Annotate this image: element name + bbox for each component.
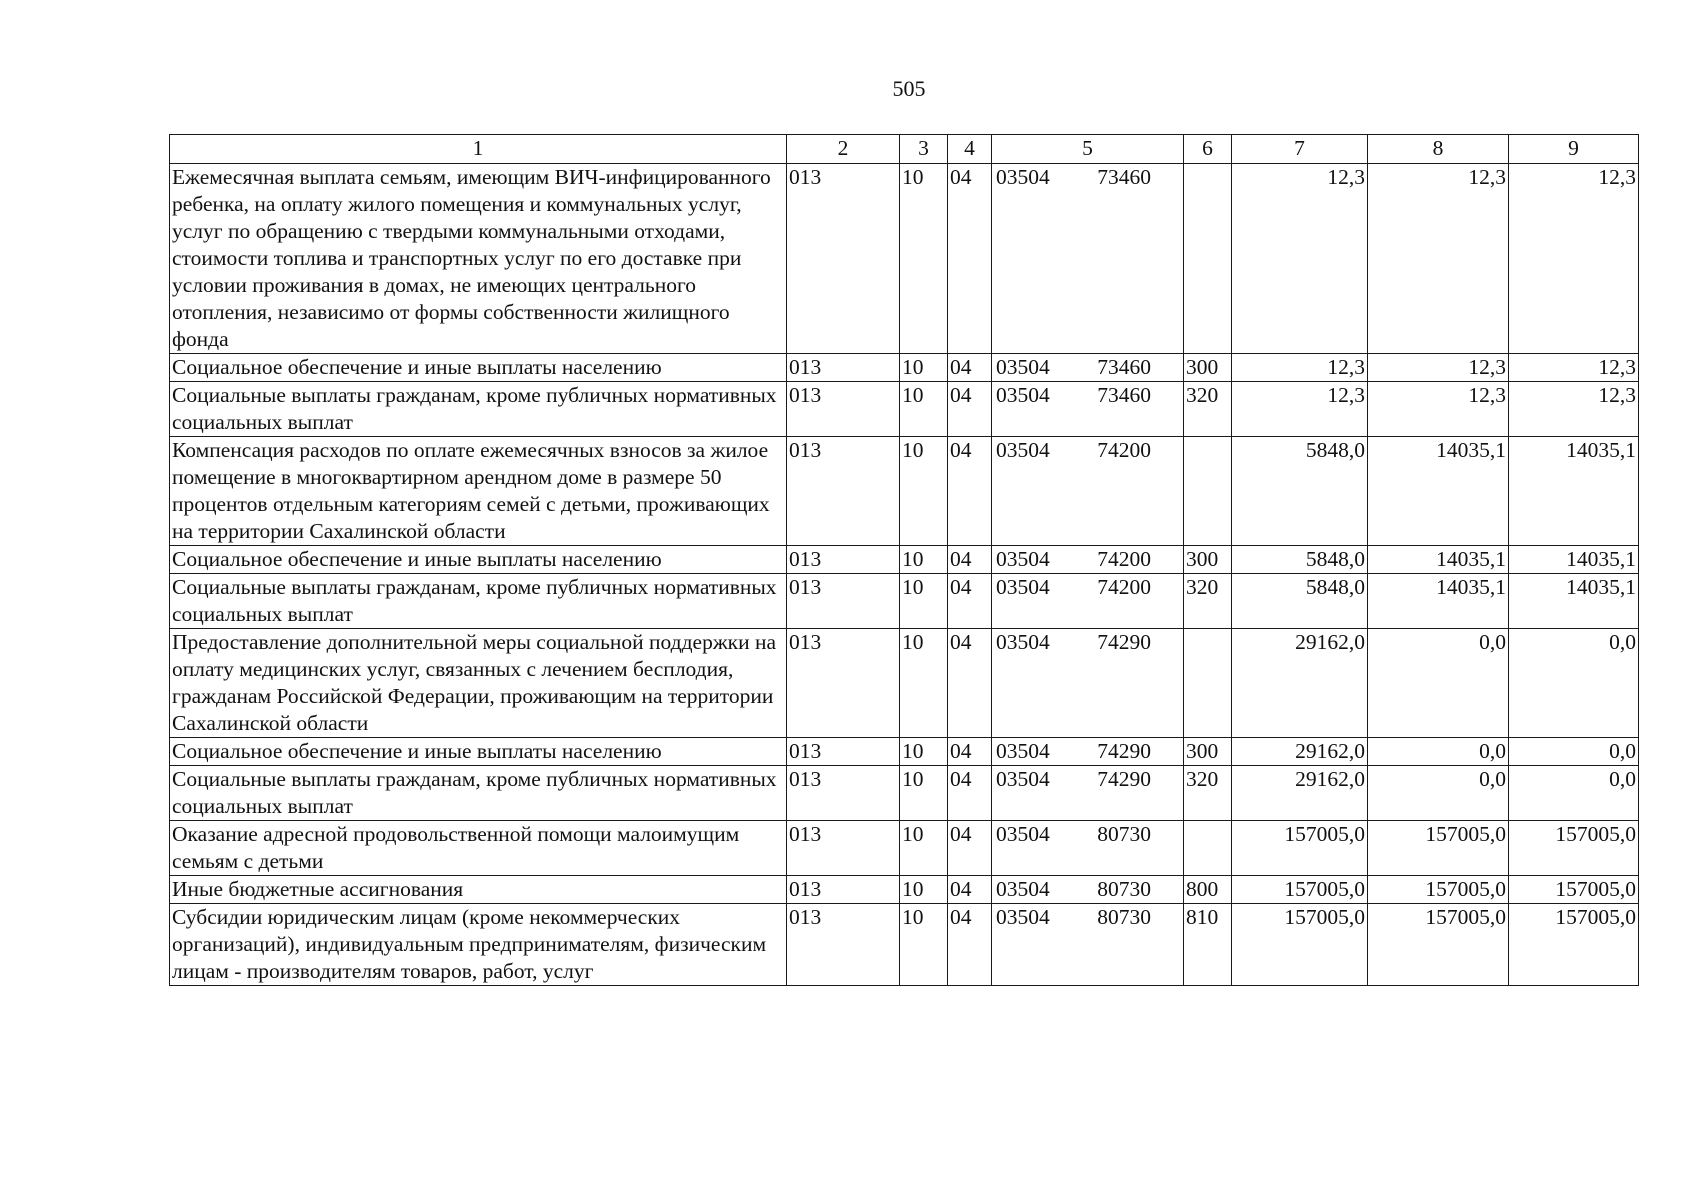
row-code-program: 03504: [996, 438, 1050, 462]
row-code-expense-type: 300: [1184, 738, 1232, 766]
row-amount-col9: 14035,1: [1509, 437, 1639, 546]
table-row: [170, 574, 1639, 629]
row-code-subsection: 04: [948, 766, 992, 821]
row-code-expense-type: [1184, 164, 1232, 354]
row-code-section: 10: [900, 821, 948, 876]
row-code-ministry: 013: [787, 354, 900, 382]
header-col-3: 3: [900, 135, 948, 164]
row-amount-col7: 157005,0: [1232, 876, 1368, 904]
row-description: Социальное обеспечение и иные выплаты населению: [170, 738, 787, 766]
table-row: [170, 546, 1639, 574]
row-code-program: 03504: [996, 630, 1050, 654]
row-code-expense-type: [1184, 437, 1232, 546]
row-amount-col9: 14035,1: [1509, 574, 1639, 629]
row-code-target-article: [992, 546, 1184, 574]
row-amount-col7: 5848,0: [1232, 546, 1368, 574]
row-code-section: 10: [900, 354, 948, 382]
row-amount-col7: 29162,0: [1232, 766, 1368, 821]
row-code-program: 03504: [996, 547, 1050, 571]
row-amount-col7: 29162,0: [1232, 738, 1368, 766]
row-amount-col9: 157005,0: [1509, 904, 1639, 986]
table-row: [170, 904, 1639, 986]
row-code-section: 10: [900, 876, 948, 904]
header-col-6: 6: [1184, 135, 1232, 164]
row-description: Социальные выплаты гражданам, кроме публичных нормативных социальных выплат: [170, 382, 787, 437]
row-code-section: 10: [900, 904, 948, 986]
table-row: [170, 766, 1639, 821]
row-description: Социальное обеспечение и иные выплаты населению: [170, 546, 787, 574]
row-code-program: 03504: [996, 822, 1050, 846]
row-code-target-article: [992, 876, 1184, 904]
row-code-program: 03504: [996, 877, 1050, 901]
table-row: [170, 738, 1639, 766]
row-code-direction: 74200: [1097, 575, 1151, 599]
row-amount-col9: 157005,0: [1509, 821, 1639, 876]
header-col-1: 1: [170, 135, 787, 164]
row-description: Компенсация расходов по оплате ежемесячных взносов за жилое помещение в многоквартирном арендном доме в размере 50 процентов отдельным категориям семей с детьми, проживающих на территории Сахалинской области: [170, 437, 787, 546]
row-amount-col9: 157005,0: [1509, 876, 1639, 904]
row-code-program: 03504: [996, 355, 1050, 379]
row-code-program: 03504: [996, 383, 1050, 407]
row-code-ministry: 013: [787, 546, 900, 574]
row-code-target-article: [992, 738, 1184, 766]
row-code-ministry: 013: [787, 766, 900, 821]
row-amount-col8: 0,0: [1368, 629, 1509, 738]
row-amount-col8: 157005,0: [1368, 821, 1509, 876]
row-code-target-article: [992, 821, 1184, 876]
row-code-direction: 74290: [1097, 739, 1151, 763]
header-col-2: 2: [787, 135, 900, 164]
row-code-direction: 74290: [1097, 767, 1151, 791]
header-col-4: 4: [948, 135, 992, 164]
row-code-direction: 74290: [1097, 630, 1151, 654]
row-code-section: 10: [900, 738, 948, 766]
row-description: Оказание адресной продовольственной помощи малоимущим семьям с детьми: [170, 821, 787, 876]
row-code-direction: 80730: [1097, 877, 1151, 901]
row-code-subsection: 04: [948, 738, 992, 766]
header-col-5: 5: [992, 135, 1184, 164]
row-code-program: 03504: [996, 905, 1050, 929]
row-code-ministry: 013: [787, 437, 900, 546]
row-code-ministry: 013: [787, 382, 900, 437]
row-code-subsection: 04: [948, 821, 992, 876]
row-code-direction: 74200: [1097, 547, 1151, 571]
row-amount-col9: 14035,1: [1509, 546, 1639, 574]
row-code-subsection: 04: [948, 164, 992, 354]
row-amount-col8: 12,3: [1368, 382, 1509, 437]
row-code-target-article: [992, 629, 1184, 738]
header-col-9: 9: [1509, 135, 1639, 164]
row-code-section: 10: [900, 546, 948, 574]
row-code-subsection: 04: [948, 904, 992, 986]
row-code-subsection: 04: [948, 574, 992, 629]
row-code-expense-type: [1184, 821, 1232, 876]
row-code-section: 10: [900, 382, 948, 437]
page-number: 505: [892, 76, 926, 101]
row-amount-col8: 12,3: [1368, 354, 1509, 382]
row-amount-col7: 12,3: [1232, 382, 1368, 437]
table-row: [170, 876, 1639, 904]
row-code-expense-type: 800: [1184, 876, 1232, 904]
row-description: Субсидии юридическим лицам (кроме некоммерческих организаций), индивидуальным предпринимателям, физическим лицам - производителям товаров, работ, услуг: [170, 904, 787, 986]
row-code-ministry: 013: [787, 738, 900, 766]
row-code-ministry: 013: [787, 164, 900, 354]
row-code-expense-type: 300: [1184, 546, 1232, 574]
table-row: [170, 382, 1639, 437]
row-code-direction: 80730: [1097, 905, 1151, 929]
row-code-section: 10: [900, 164, 948, 354]
row-code-subsection: 04: [948, 546, 992, 574]
row-amount-col8: 14035,1: [1368, 574, 1509, 629]
row-code-program: 03504: [996, 165, 1050, 189]
row-amount-col7: 29162,0: [1232, 629, 1368, 738]
table-row: [170, 437, 1639, 546]
row-code-expense-type: 300: [1184, 354, 1232, 382]
row-code-target-article: [992, 164, 1184, 354]
row-description: Социальное обеспечение и иные выплаты населению: [170, 354, 787, 382]
table-row: [170, 629, 1639, 738]
row-amount-col8: 14035,1: [1368, 437, 1509, 546]
row-code-direction: 73460: [1097, 165, 1151, 189]
row-amount-col7: 12,3: [1232, 164, 1368, 354]
row-code-expense-type: 320: [1184, 766, 1232, 821]
row-code-direction: 73460: [1097, 355, 1151, 379]
row-amount-col8: 0,0: [1368, 766, 1509, 821]
row-code-expense-type: 320: [1184, 382, 1232, 437]
table-row: [170, 354, 1639, 382]
row-amount-col7: 5848,0: [1232, 574, 1368, 629]
row-code-expense-type: 320: [1184, 574, 1232, 629]
row-code-direction: 74200: [1097, 438, 1151, 462]
row-amount-col7: 12,3: [1232, 354, 1368, 382]
row-description: Ежемесячная выплата семьям, имеющим ВИЧ-инфицированного ребенка, на оплату жилого помещения и коммунальных услуг, услуг по обращению с твердыми коммунальными отходами, стоимости топлива и транспортных услуг по его доставке при условии проживания в домах, не имеющих центрального отопления, независимо от формы собственности жилищного фонда: [170, 164, 787, 354]
row-amount-col8: 12,3: [1368, 164, 1509, 354]
row-amount-col7: 157005,0: [1232, 904, 1368, 986]
row-code-expense-type: 810: [1184, 904, 1232, 986]
row-amount-col8: 0,0: [1368, 738, 1509, 766]
row-code-target-article: [992, 437, 1184, 546]
row-code-ministry: 013: [787, 904, 900, 986]
row-amount-col9: 12,3: [1509, 354, 1639, 382]
row-amount-col9: 0,0: [1509, 629, 1639, 738]
row-code-ministry: 013: [787, 574, 900, 629]
row-amount-col7: 5848,0: [1232, 437, 1368, 546]
row-code-direction: 80730: [1097, 822, 1151, 846]
header-col-8: 8: [1368, 135, 1509, 164]
row-code-program: 03504: [996, 767, 1050, 791]
row-code-ministry: 013: [787, 629, 900, 738]
table-row: [170, 164, 1639, 354]
row-code-ministry: 013: [787, 821, 900, 876]
row-code-subsection: 04: [948, 629, 992, 738]
row-amount-col9: 0,0: [1509, 738, 1639, 766]
row-amount-col8: 157005,0: [1368, 876, 1509, 904]
table-row: [170, 821, 1639, 876]
row-code-ministry: 013: [787, 876, 900, 904]
row-amount-col8: 14035,1: [1368, 546, 1509, 574]
row-amount-col9: 12,3: [1509, 164, 1639, 354]
header-col-7: 7: [1232, 135, 1368, 164]
row-code-subsection: 04: [948, 354, 992, 382]
row-amount-col7: 157005,0: [1232, 821, 1368, 876]
row-amount-col9: 12,3: [1509, 382, 1639, 437]
header-row: [170, 135, 1639, 164]
row-code-target-article: [992, 766, 1184, 821]
row-code-section: 10: [900, 766, 948, 821]
row-code-subsection: 04: [948, 382, 992, 437]
row-code-program: 03504: [996, 739, 1050, 763]
row-code-target-article: [992, 354, 1184, 382]
row-amount-col8: 157005,0: [1368, 904, 1509, 986]
row-code-target-article: [992, 574, 1184, 629]
table-body: [170, 164, 1639, 986]
row-description: Иные бюджетные ассигнования: [170, 876, 787, 904]
row-code-section: 10: [900, 437, 948, 546]
row-code-expense-type: [1184, 629, 1232, 738]
row-description: Социальные выплаты гражданам, кроме публичных нормативных социальных выплат: [170, 574, 787, 629]
row-description: Предоставление дополнительной меры социальной поддержки на оплату медицинских услуг, связанных с лечением бесплодия, гражданам Российской Федерации, проживающим на территории Сахалинской области: [170, 629, 787, 738]
row-code-target-article: [992, 904, 1184, 986]
row-code-direction: 73460: [1097, 383, 1151, 407]
row-code-target-article: [992, 382, 1184, 437]
row-description: Социальные выплаты гражданам, кроме публичных нормативных социальных выплат: [170, 766, 787, 821]
row-code-subsection: 04: [948, 876, 992, 904]
row-code-program: 03504: [996, 575, 1050, 599]
row-code-section: 10: [900, 629, 948, 738]
budget-table: [169, 134, 1639, 986]
row-code-subsection: 04: [948, 437, 992, 546]
row-code-section: 10: [900, 574, 948, 629]
row-amount-col9: 0,0: [1509, 766, 1639, 821]
